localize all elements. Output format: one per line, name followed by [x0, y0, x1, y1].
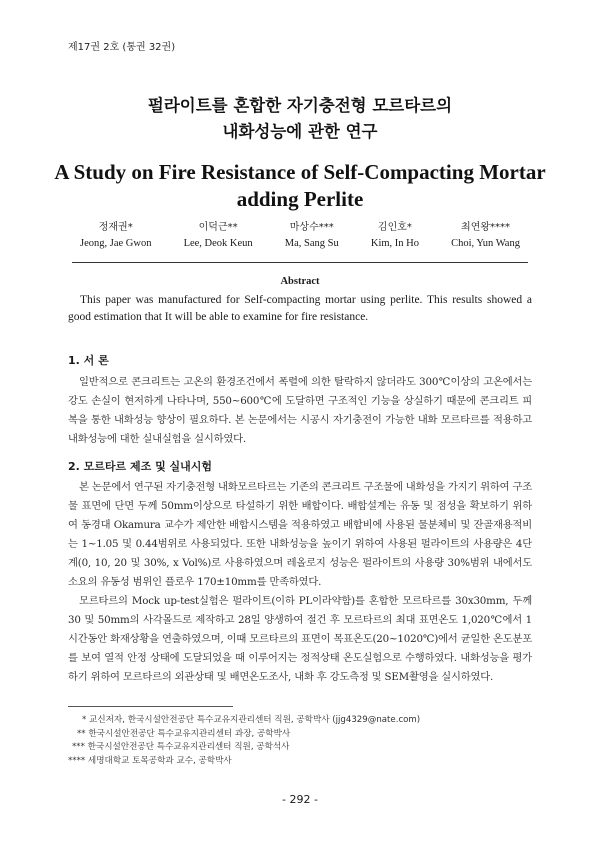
paragraph: 일반적으로 콘크리트는 고온의 환경조건에서 폭렬에 의한 탈락하지 않더라도 300℃이상의 고온에서는 강도 손실이 현저하게 나타나며, 550~600℃에 도달하면 구조적인 기능을 상실하기 때문에 콘크리트 피복을 통한 내화성능 향상이 필요하다. 본 논문에서는 시공시 자기충전이 가능한 내화 모르타르를 적용하고 내화성능에 대한 실내실험을 실시하였다.	[68, 376, 532, 445]
footnote: **** 세명대학교 토목공학과 교수, 공학박사	[68, 755, 232, 766]
author-name-korean: 최연왕****	[461, 222, 511, 233]
author-name-english: Lee, Deok Keun	[183, 238, 253, 249]
author-name-korean: 김인호*	[377, 222, 412, 233]
footnote: * 교신저자, 한국시설안전공단 특수교유지관리센터 직원, 공학박사 (jjg4329@nate.com)	[82, 715, 421, 725]
title-english-line2: adding Perlite	[236, 187, 364, 211]
footnotes	[68, 714, 508, 768]
footnote: *** 한국시설안전공단 특수교유지관리센터 직원, 공학석사	[72, 742, 290, 752]
section-1-body	[68, 373, 532, 449]
title-korean-line2: 내화성능에 관한 연구	[222, 122, 378, 141]
title-divider	[72, 262, 528, 263]
author-3	[285, 220, 339, 252]
journal-volume-header: 제17권 2호 (통권 32권)	[68, 42, 176, 53]
author-name-english: Choi, Yun Wang	[451, 238, 520, 249]
paragraph: 본 논문에서 연구된 자기충전형 내화모르타르는 기존의 콘크리트 구조물에 내화성을 가지기 위하여 구조물 표면에 단면 두께 50mm이상으로 타설하기 위한 배합이다. 배합설계는 유동 및 점성을 확보하기 위하여 동경대 Okamura 교수가 제안한 배합시스템을 적용하였고 배합비에 사용된 물분체비 및 잔골재용적비는 1~1.05 및 0.44범위로 사용되었다. 또한 내화성능을 높이기 위하여 사용된 펄라이트의 사용량은 4단계(0, 10, 20 및 30%, x Vol%)로 사용하였으며 레올로지 성능은 펄라이트의 사용량 30%범위 내에서도 소요의 유동성 범위인 플로우 170±10mm를 만족하였다.	[68, 481, 532, 588]
author-name-korean: 정재권*	[98, 222, 133, 233]
footnote: ** 한국시설안전공단 특수교유지관리센터 과장, 공학박사	[77, 728, 291, 739]
author-1	[80, 220, 151, 252]
abstract-text: This paper was manufactured for Self-compacting mortar using perlite. This results showed a good estimation that It will be able to examine for fire resistance.	[68, 294, 532, 323]
author-2	[184, 220, 253, 252]
author-name-korean: 이덕근**	[198, 222, 238, 233]
author-list	[80, 220, 520, 252]
author-name-english: Jeong, Jae Gwon	[80, 238, 152, 249]
author-name-korean: 마상수***	[289, 222, 334, 233]
title-korean-line1: 펄라이트를 혼합한 자기충전형 모르타르의	[147, 96, 453, 115]
section-1-heading: 1. 서 론	[68, 354, 109, 367]
author-name-english: Kim, In Ho	[370, 238, 419, 249]
paragraph: 모르타르의 Mock up-test실험은 펄라이트(이하 PL이라약함)를 혼합한 모르타르를 30x30mm, 두께 30 및 50mm의 사각몰드로 제작하고 28일 양생하여 절건 후 모르타르의 최대 표면온도 1,020℃에서 1시간동안 화재상황을 연출하였으며, 이때 모르타르의 표면이 목표온도(20~1020℃)에서 균일한 온도분포를 보여 열적 안정 상태에 도달되었을 때 이루어지는 정적상태 온도실험으로 수행하였다. 내화성능을 평가하기 위하여 모르타르의 외관상태 및 배면온도조사, 내화 후 강도측정 및 SEM촬영을 실시하였다.	[68, 595, 532, 683]
section-2-heading: 2. 모르타르 제조 및 실내시험	[68, 460, 213, 473]
section-2-body	[68, 478, 532, 687]
footnote-divider	[68, 706, 233, 707]
page-number: - 292 -	[282, 793, 318, 806]
author-4	[371, 220, 419, 252]
author-5	[451, 220, 520, 252]
abstract-heading: Abstract	[280, 276, 320, 287]
author-name-english: Ma, Sang Su	[284, 238, 339, 249]
title-english-line1: A Study on Fire Resistance of Self-Compacting Mortar	[54, 160, 546, 184]
